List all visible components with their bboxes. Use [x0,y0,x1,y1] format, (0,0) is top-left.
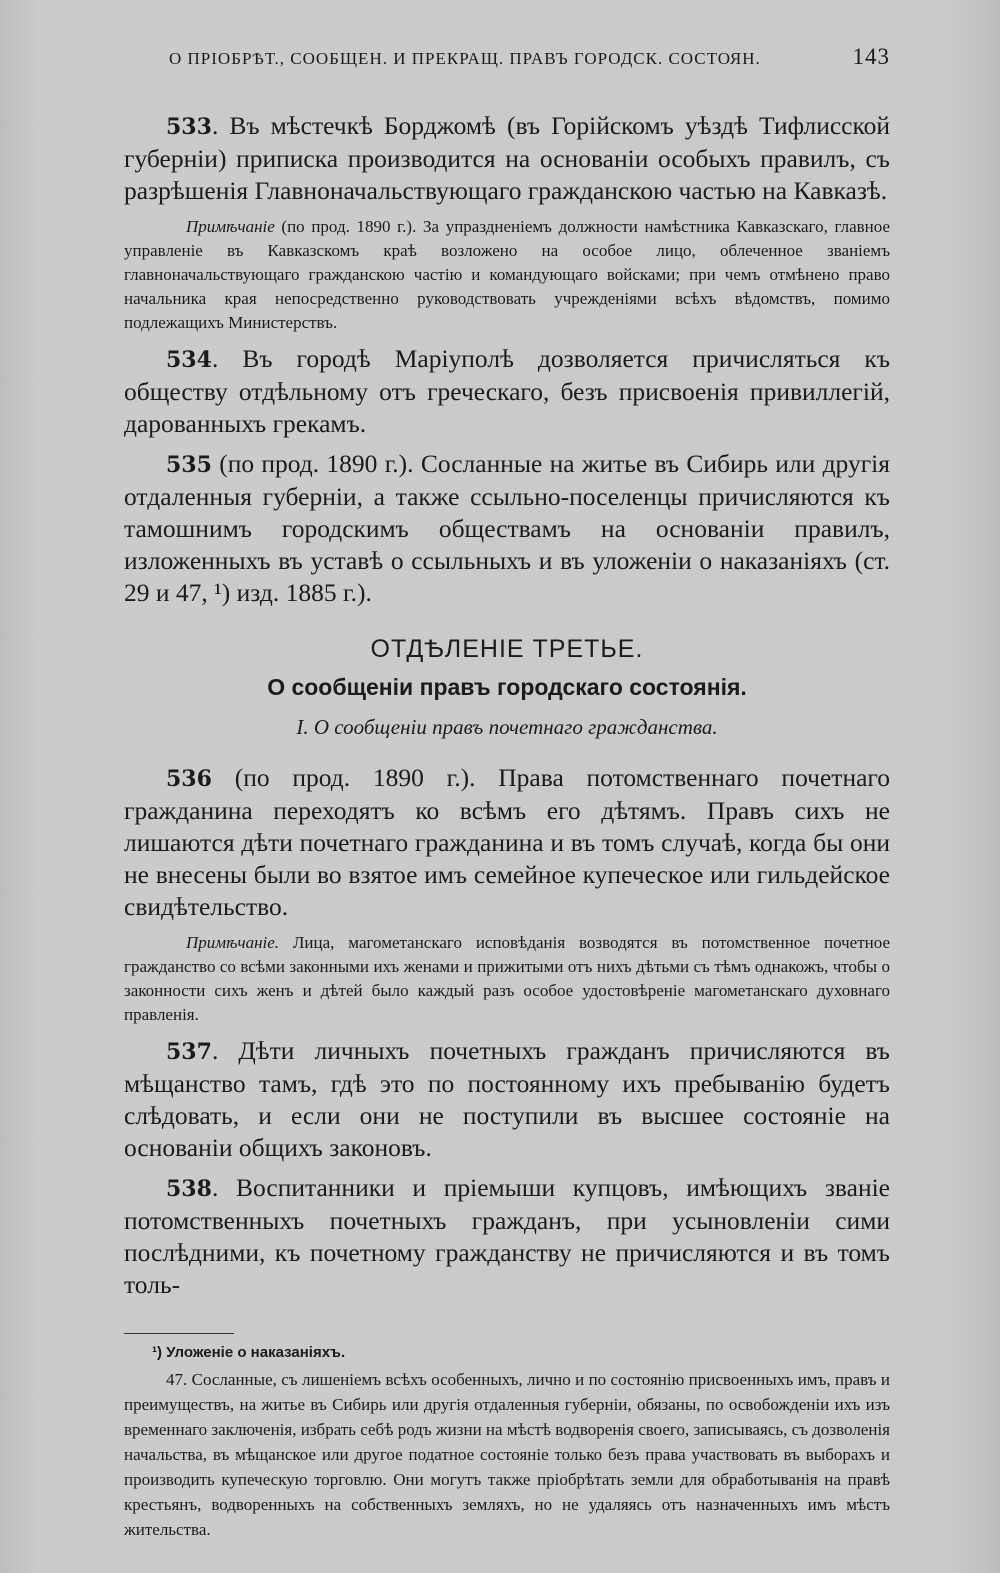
article-number: 537 [166,1039,212,1065]
article-number: 534 [166,347,212,373]
article-number: 536 [166,766,212,792]
article-text: . Воспитанники и пріемыши купцовъ, имѣющихъ званіе потомственныхъ почетныхъ гражданъ, при усыновленіи сими послѣдними, къ почетному гражданству не причисляются и въ томъ толь- [124,1173,890,1299]
page-number: 143 [852,44,890,69]
article-text: (по прод. 1890 г.). Права потомственнаго почетнаго гражданина переходятъ ко всѣмъ его дѣтямъ. Правъ сихъ не лишаются дѣти почетнаго гражданина и въ томъ случаѣ, когда бы они не внесены были во взятое имъ семейное купеческое или гильдейское свидѣтельство. [124,763,890,921]
article-535 [124,448,890,609]
article-534 [124,343,890,440]
running-head-title: О ПРІОБРѢТ., СООБЩЕН. И ПРЕКРАЩ. ПРАВЪ ГОРОДСК. СОСТОЯН. [169,49,761,68]
article-533 [124,110,890,207]
footnote-heading: ¹) Уложеніе о наказаніяхъ. [152,1344,346,1361]
running-head [169,44,890,70]
article-number: 533 [166,114,212,140]
article-536 [124,762,890,923]
note-label: Примѣчаніе. [186,933,280,952]
subsection-title: I. О сообщеніи правъ почетнаго гражданства. [296,715,718,739]
article-text: . Въ городѣ Маріуполѣ дозволяется причисляться къ обществу отдѣльному отъ греческаго, безъ присвоенія привиллегій, дарованныхъ грекамъ. [124,344,890,438]
section-title: ОТДѢЛЕНІЕ ТРЕТЬЕ. [370,635,644,663]
article-number: 535 [166,452,212,478]
article-538 [124,1172,890,1301]
article-number: 538 [166,1176,212,1202]
article-text: (по прод. 1890 г.). Сосланные на житье въ Сибирь или другія отдаленныя губерніи, а также ссыльно-поселенцы причисляются къ тамошнимъ городскимъ обществамъ на основаніи правилъ, изложенныхъ въ уставѣ о ссыльныхъ и въ уложеніи о наказаніяхъ (ст. 29 и 47, ¹) изд. 1885 г.). [124,449,890,607]
article-text: . Въ мѣстечкѣ Борджомѣ (въ Горійскомъ уѣздѣ Тифлисской губерніи) приписка производится на основаніи особыхъ правилъ, съ разрѣшенія Главноначальствующаго гражданскою частью на Кавказѣ. [124,111,890,205]
note-533 [124,215,890,335]
note-label: Примѣчаніе [186,217,275,236]
note-text: Лица, магометанскаго исповѣданія возводятся въ потомственное почетное гражданство со всѣми законными ихъ женами и прижитыми отъ нихъ дѣтьми съ тѣмъ однакожъ, чтобы о законности сихъ женъ и дѣтей было каждый разъ особое удостовѣреніе магометанскаго духовнаго правленія. [124,933,890,1024]
article-537 [124,1035,890,1164]
section-subtitle: О сообщеніи правъ городскаго состоянія. [267,674,747,700]
footnote-divider [124,1333,234,1334]
article-text: . Дѣти личныхъ почетныхъ гражданъ причисляются въ мѣщанство тамъ, гдѣ это по постоянному ихъ пребыванію будетъ слѣдовать, и если они не поступили въ высшее состояніе на основаніи общихъ законовъ. [124,1036,890,1162]
footnote-text: 47. Сосланные, съ лишеніемъ всѣхъ особенныхъ, лично и по состоянію присвоенныхъ имъ, правъ и преимуществъ, на житье въ Сибирь или другія отдаленныя губерніи, обязаны, по освобожденіи ихъ изъ временнаго заключенія, избрать себѣ родъ жизни на мѣстѣ водворенія своего, записываясь, съ дозволенія начальства, въ мѣщанское или другое податное состояніе только безъ права участвовать въ выборахъ и производить купеческую торговлю. Они могутъ также пріобрѣтать земли для обработыванія на правѣ крестьянъ, водворенныхъ на собственныхъ земляхъ, но не удаляясь отъ назначенныхъ имъ мѣстъ жительства. [124,1370,890,1539]
note-536 [124,931,890,1027]
note-text: (по прод. 1890 г.). За упраздненіемъ должности намѣстника Кавказскаго, главное управленіе въ Кавказскомъ краѣ возложено на особое лицо, облеченное званіемъ главноначальствующаго гражданскою частію и командующаго войсками; при чемъ отмѣнено право начальника края непосредственно руководствовать учрежденіями всѣхъ вѣдомствъ, помимо подлежащихъ Министерствъ. [124,217,890,332]
